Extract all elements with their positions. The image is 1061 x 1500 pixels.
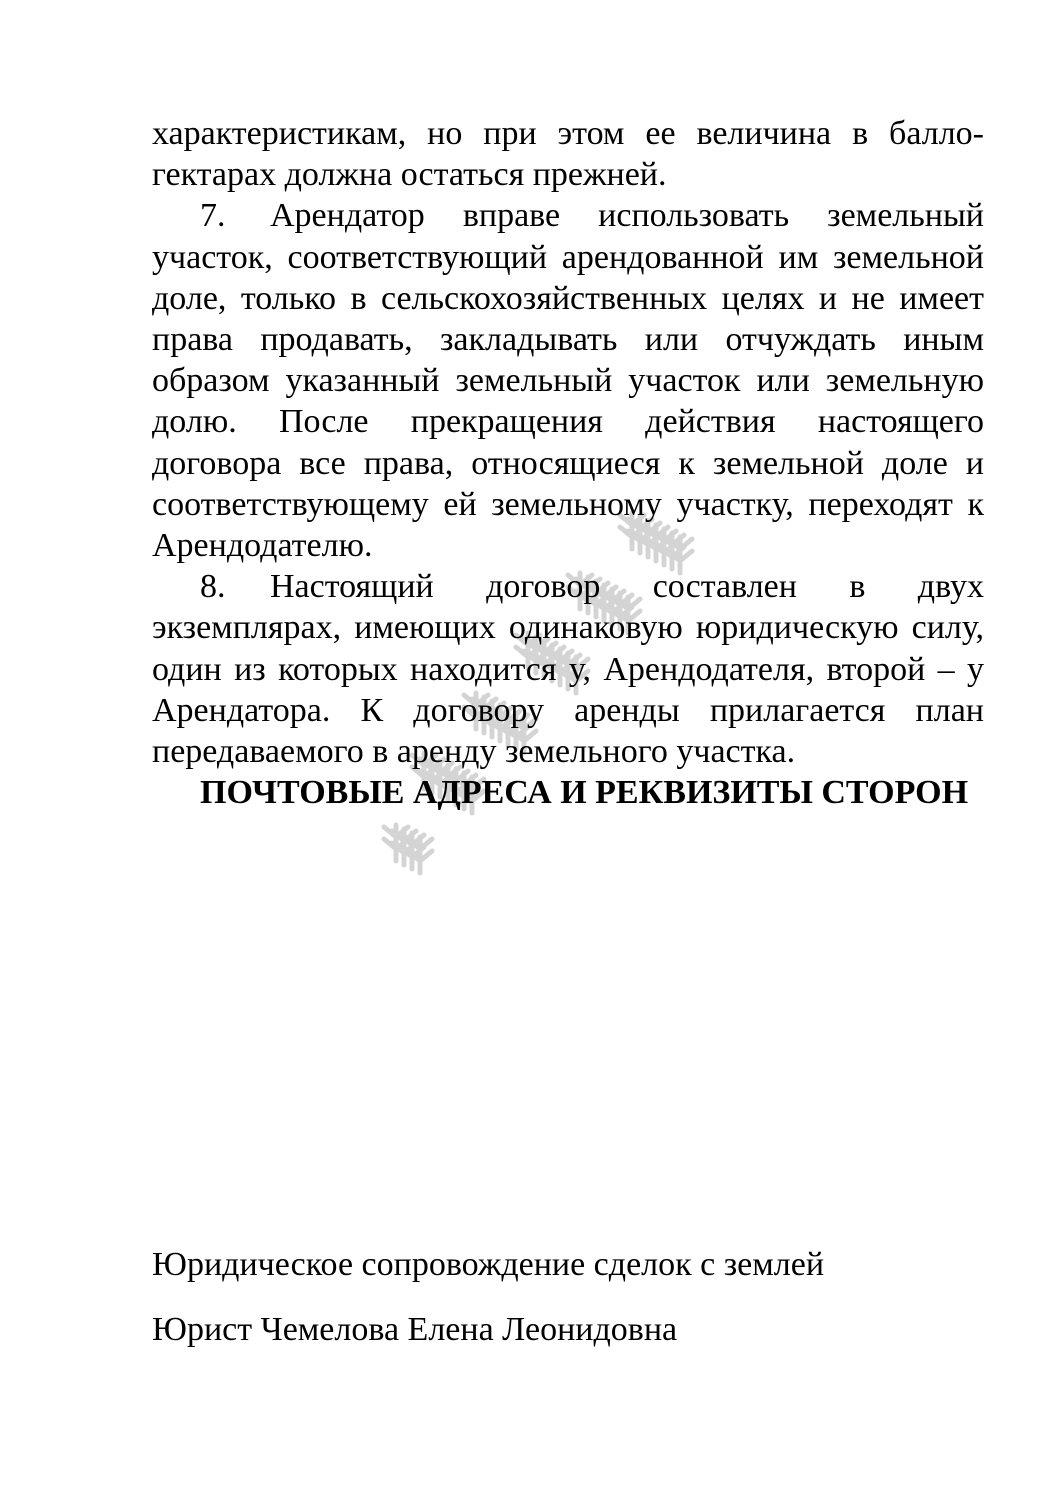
clause-8-text: Настоящий договор составлен в двух экземплярах, имеющих одинаковую юридическую силу, один из которых находится у, Арендодателя, второй – у Арендатора. К договору аренды прилагается план передаваемого в аренду земельного участка. [152,568,984,771]
watermark-stroke [384,839,396,849]
continuation-paragraph: характеристикам, но при этом ее величина в балло-гектарах должна остаться прежней. [152,115,984,194]
clause-7-number: 7. [200,197,226,235]
section-heading: ПОЧТОВЫЕ АДРЕСА И РЕКВИЗИТЫ СТОРОН [200,774,969,812]
watermark-stroke [412,835,424,845]
watermark-stroke [420,839,432,849]
watermark-stroke [392,843,404,853]
watermark-stroke [392,831,404,841]
clause-7-text: Арендатор вправе использовать земельный участок, соответствующий арендованной им земельной доле, только в сельскохозяйственных целях и не имеет права продавать, закладывать или отчуждать иным образом указанный земельный участок или земельную долю. После прекращения действия настоящего договора все права, относящиеся к земельной доле и соответствующему ей земельному участку, переходят к Арендодателю. [152,197,984,565]
footer-author-line: Юрист Чемелова Елена Леонидовна [152,1311,678,1348]
watermark-stroke [412,847,424,857]
watermark-stroke [408,851,420,861]
watermark-stroke [400,847,412,857]
watermark-stroke [408,839,420,849]
watermark-stroke [400,835,412,845]
watermark-stroke [396,839,408,849]
footer-service-line: Юридическое сопровождение сделок с землей [152,1246,825,1283]
clause-8 [152,566,984,772]
watermark-stroke [420,851,432,861]
watermark-stroke [404,831,416,841]
contract-body [152,113,984,813]
clause-7 [152,195,984,566]
watermark-stroke [396,827,408,837]
watermark-stroke [384,827,396,837]
watermark-stroke [404,843,416,853]
clause-8-number: 8. [200,568,226,606]
